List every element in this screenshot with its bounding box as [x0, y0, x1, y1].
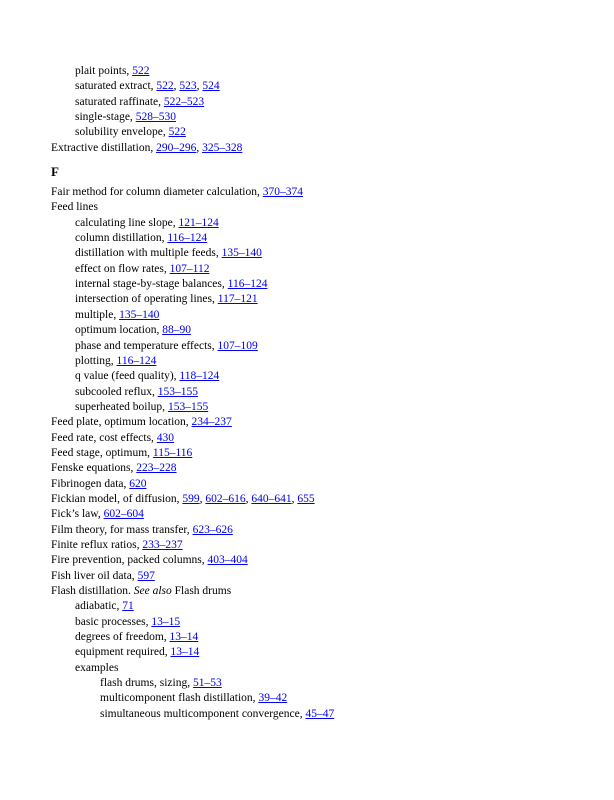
entry-term: multiple, — [75, 308, 120, 321]
section-heading — [0, 156, 614, 185]
page-link[interactable]: 223–228 — [136, 462, 177, 475]
page-link[interactable]: 522 — [132, 65, 150, 77]
index-subentry — [0, 246, 614, 261]
entry-term: intersection of operating lines, — [75, 293, 218, 306]
entry-term: Fire prevention, packed columns, — [51, 554, 208, 567]
index-entry — [0, 569, 614, 584]
index-subentry — [0, 630, 614, 645]
entry-term: Feed lines — [51, 201, 98, 214]
page-link[interactable]: 325–328 — [202, 141, 243, 154]
entry-term: adiabatic, — [75, 600, 123, 613]
page-link[interactable]: 403–404 — [207, 554, 248, 567]
entry-term: Film theory, for mass transfer, — [51, 523, 193, 536]
index-subentry — [0, 661, 614, 676]
index-subentry — [0, 385, 614, 400]
entry-term: calculating line slope, — [75, 216, 179, 229]
index-entry — [0, 584, 614, 599]
page-link[interactable]: 153–155 — [157, 385, 198, 398]
index-entry — [0, 477, 614, 492]
entry-term: Feed rate, cost effects, — [51, 431, 157, 444]
index-entry — [0, 538, 614, 553]
page-link[interactable]: 234–237 — [191, 416, 232, 429]
page-link[interactable]: 13–15 — [151, 615, 181, 628]
entry-term: examples — [75, 661, 119, 674]
page-link[interactable]: 107–112 — [169, 262, 210, 275]
index-subentry — [0, 615, 614, 630]
index-subentry — [0, 308, 614, 323]
entry-term: degrees of freedom, — [75, 631, 170, 644]
see-also-label: See also — [133, 585, 172, 597]
index-subentry — [0, 95, 614, 110]
entry-term: multicomponent flash distillation, — [100, 692, 259, 705]
entry-term: Fibrinogen data, — [51, 477, 130, 490]
index-subentry — [0, 292, 614, 307]
see-also-target: Flash drums — [171, 585, 232, 597]
entry-term: Extractive distillation, — [51, 141, 157, 154]
entry-term: Fickian model, of diffusion, — [51, 492, 183, 505]
index-subsubentry — [0, 707, 614, 722]
entry-term: Feed stage, optimum, — [51, 446, 153, 459]
entry-term: saturated raffinate, — [75, 95, 164, 108]
page-link[interactable]: 602–616 — [205, 492, 246, 505]
entry-term: distillation with multiple feeds, — [75, 247, 222, 260]
index-subentry — [0, 277, 614, 292]
index-subentry — [0, 339, 614, 354]
index-entry — [0, 461, 614, 476]
entry-term: solubility envelope, — [75, 126, 169, 139]
section-letter: F — [51, 164, 59, 180]
page-link[interactable]: 121–124 — [178, 216, 219, 229]
page-link[interactable]: 13–14 — [169, 631, 199, 644]
page-link[interactable]: 45–47 — [305, 707, 335, 720]
index-entry — [0, 446, 614, 461]
entry-term: saturated extract, — [75, 80, 157, 93]
index-entry — [0, 200, 614, 215]
index-subentry — [0, 599, 614, 614]
index-subentry — [0, 216, 614, 231]
index-subentry: saturated extract, 522, 523, 524 — [75, 80, 220, 93]
entry-term: Finite reflux ratios, — [51, 538, 143, 551]
entry-term: Fair method for column diameter calculation, — [51, 186, 263, 199]
index-entry — [0, 431, 614, 446]
page-link[interactable]: 599 — [182, 492, 200, 505]
index-subentry — [0, 369, 614, 384]
index-subentry — [0, 110, 614, 125]
page-link[interactable]: 118–124 — [179, 370, 220, 383]
page-link[interactable]: 135–140 — [221, 247, 262, 260]
index-subsubentry — [0, 676, 614, 691]
index-entry — [0, 507, 614, 522]
page-link[interactable]: 71 — [122, 600, 134, 613]
index-entry: Fickian model, of diffusion, 599, 602–616, 640–641, 655 — [51, 492, 315, 505]
page-link[interactable]: 522–523 — [163, 95, 205, 108]
page-link[interactable]: 620 — [129, 477, 147, 490]
entry-term: phase and temperature effects, — [75, 339, 218, 352]
index-subentry — [0, 125, 614, 140]
entry-term: basic processes, — [75, 615, 152, 628]
entry-term: flash drums, sizing, — [100, 677, 193, 690]
page-link[interactable]: 522 — [168, 126, 186, 139]
index-entry — [0, 523, 614, 538]
page-link[interactable]: 233–237 — [142, 538, 183, 551]
page-link[interactable]: 135–140 — [119, 308, 160, 321]
entry-term: column distillation, — [75, 232, 168, 245]
page-link[interactable]: 528–530 — [135, 111, 176, 124]
index-subentry — [0, 400, 614, 415]
page-link[interactable]: 290–296 — [156, 141, 197, 154]
entry-term: subcooled reflux, — [75, 385, 158, 398]
index-subentry — [0, 231, 614, 246]
page-link[interactable]: 13–14 — [170, 646, 200, 659]
page-link[interactable]: 597 — [137, 569, 155, 582]
entry-term: Feed plate, optimum location, — [51, 416, 192, 429]
page-link[interactable]: 430 — [156, 431, 175, 444]
index-subentry — [0, 64, 614, 79]
page-link[interactable]: 51–53 — [192, 677, 222, 690]
entry-term: equipment required, — [75, 646, 171, 659]
index-entry: Extractive distillation, 290–296, 325–328 — [51, 141, 243, 154]
index-subentry — [0, 354, 614, 369]
page-link[interactable]: 655 — [297, 492, 315, 505]
page-link[interactable]: 524 — [202, 80, 220, 93]
page-link[interactable]: 153–155 — [167, 400, 209, 413]
entry-term: plait points, — [75, 65, 133, 77]
page-link[interactable]: 522 — [156, 80, 174, 93]
page-link[interactable]: 117–121 — [217, 293, 258, 306]
page-link[interactable]: 115–116 — [152, 446, 193, 459]
page-link[interactable]: 39–42 — [258, 692, 288, 705]
entry-term: Flash distillation. — [51, 585, 134, 597]
page-link[interactable]: 116–124 — [167, 232, 208, 245]
entry-term: superheated boilup, — [75, 400, 168, 413]
page-link[interactable]: 640–641 — [251, 492, 292, 505]
page-link[interactable]: 523 — [179, 80, 197, 93]
index-entry — [0, 185, 614, 200]
entry-term: Fish liver oil data, — [51, 569, 138, 582]
index-subentry — [0, 262, 614, 277]
entry-term: internal stage-by-stage balances, — [75, 278, 228, 291]
page-link[interactable]: 107–109 — [217, 339, 258, 352]
page-link[interactable]: 116–124 — [116, 354, 157, 367]
index-subentry — [0, 323, 614, 338]
page-link[interactable]: 602–604 — [103, 508, 144, 521]
index-subsubentry — [0, 691, 614, 706]
entry-term: simultaneous multicomponent convergence, — [100, 707, 306, 720]
index-entry — [0, 415, 614, 430]
entry-term: plotting, — [75, 354, 117, 367]
entry-term: Fenske equations, — [51, 462, 137, 475]
page-link[interactable]: 116–124 — [227, 278, 268, 291]
entry-term: single-stage, — [75, 111, 136, 124]
index-subentry — [0, 645, 614, 660]
index-page — [0, 64, 614, 722]
page-link[interactable]: 88–90 — [162, 324, 191, 337]
entry-term: effect on flow rates, — [75, 262, 170, 275]
entry-term: Fick’s law, — [51, 508, 104, 521]
page-link[interactable]: 370–374 — [262, 186, 303, 199]
index-entry — [0, 553, 614, 568]
entry-term: q value (feed quality), — [75, 370, 180, 383]
page-link[interactable]: 623–626 — [192, 523, 233, 536]
entry-term: optimum location, — [75, 324, 163, 337]
